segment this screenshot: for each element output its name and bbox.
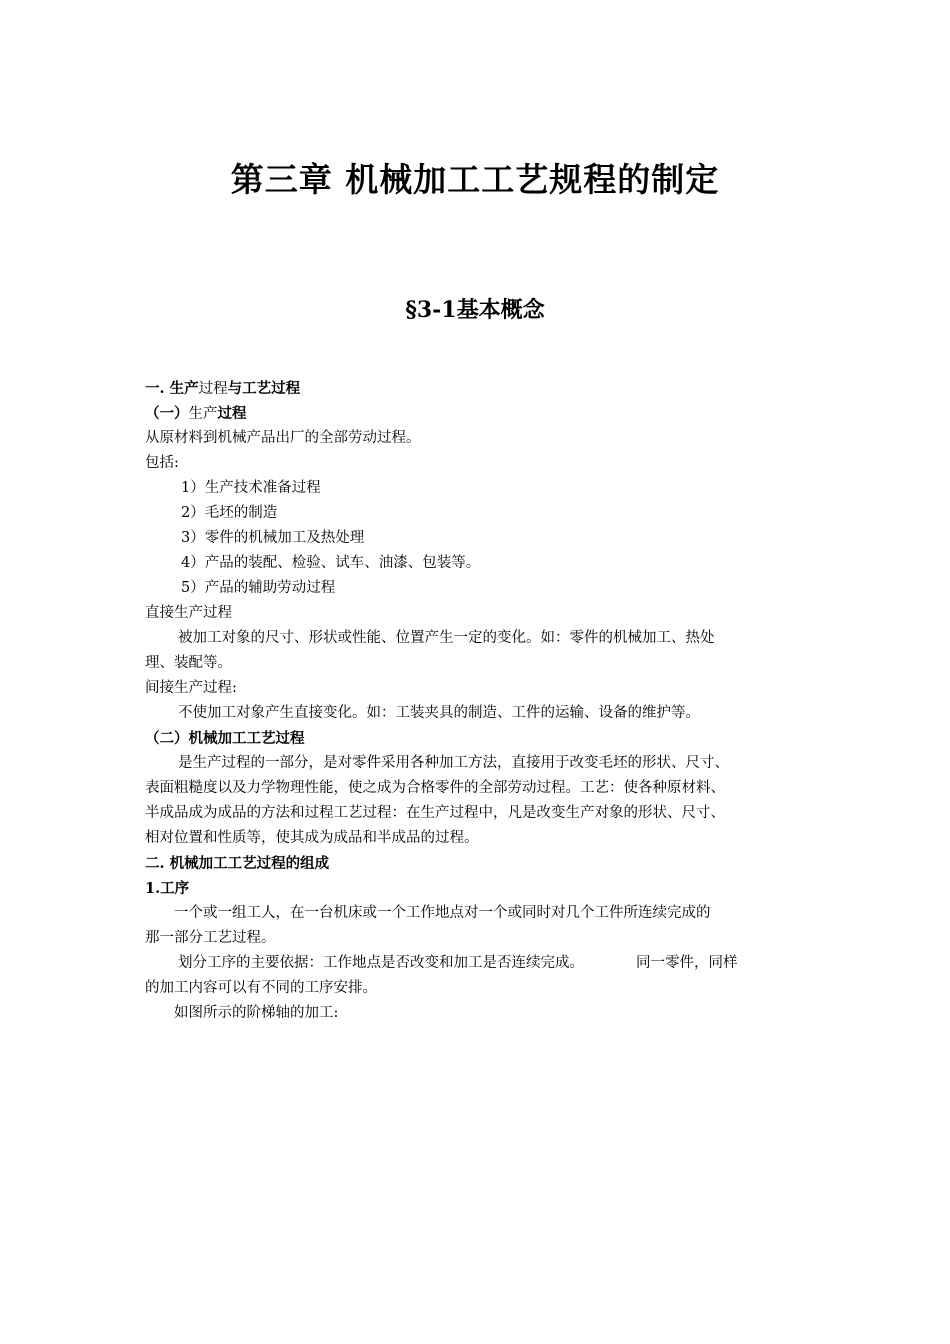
list-item: 2）毛坯的制造 [181, 505, 278, 521]
chapter-title: 第三章 机械加工工艺规程的制定 [230, 160, 720, 199]
paragraph-line: 被加工对象的尺寸、形状或性能、位置产生一定的变化。如：零件的机械加工、热处 [178, 630, 715, 646]
list-item: 5）产品的辅助劳动过程 [181, 580, 336, 596]
subheading-production-process [145, 401, 825, 426]
paragraph-line: 一个或一组工人，在一台机床或一个工作地点对一个或同时对几个工件所连续完成的 [174, 905, 711, 921]
paragraph-line: 相对位置和性质等，使其成为成品和半成品的过程。 [145, 830, 479, 846]
indirect-production-label: 间接生产过程: [145, 680, 237, 696]
basis-text: 同一零件，同样 [636, 955, 738, 971]
paragraph-line: 的加工内容可以有不同的工序安排。 [145, 980, 377, 996]
subheading-part: 过程 [217, 405, 247, 422]
heading-part: 与工艺过程 [227, 380, 301, 397]
list-item: 3）零件的机械加工及热处理 [181, 530, 365, 546]
basis-text: 划分工序的主要依据：工作地点是否改变和加工是否连续完成。 [178, 955, 584, 971]
subheading-operation: 1.工序 [145, 880, 190, 897]
subheading-machining-process: （二）机械加工工艺过程 [145, 730, 305, 747]
paragraph-line [145, 951, 825, 976]
heading-production-and-process [145, 376, 825, 401]
paragraph-line: 半成品成为成品的方法和过程工艺过程：在生产过程中，凡是改变生产对象的形状、尺寸、 [145, 805, 725, 821]
direct-production-label: 直接生产过程 [145, 605, 232, 621]
list-item: 4）产品的装配、检验、试车、油漆、包装等。 [181, 555, 481, 571]
paragraph-line: 那一部分工艺过程。 [145, 930, 276, 946]
paragraph-line: 如图所示的阶梯轴的加工: [174, 1005, 339, 1021]
heading-part: 一. 生产 [145, 380, 199, 397]
paragraph-line: 表面粗糙度以及力学物理性能，使之成为合格零件的全部劳动过程。工艺：使各种原材料、 [145, 780, 725, 796]
list-item: 1）生产技术准备过程 [181, 480, 321, 496]
paragraph-line: 理、装配等。 [145, 655, 232, 671]
document-body [145, 376, 825, 1026]
section-title: §3-1基本概念 [405, 297, 545, 323]
definition-text: 从原材料到机械产品出厂的全部劳动过程。 [145, 430, 421, 446]
subheading-part: （一） [145, 405, 189, 422]
paragraph-line: 是生产过程的一部分，是对零件采用各种加工方法，直接用于改变毛坯的形状、尺寸、 [178, 755, 729, 771]
paragraph-line: 不使加工对象产生直接变化。如：工装夹具的制造、工件的运输、设备的维护等。 [178, 705, 700, 721]
subheading-part: 生产 [188, 406, 218, 422]
heading-process-composition: 二. 机械加工工艺过程的组成 [145, 855, 330, 872]
heading-part: 过程 [198, 381, 228, 397]
includes-label: 包括: [145, 455, 179, 471]
